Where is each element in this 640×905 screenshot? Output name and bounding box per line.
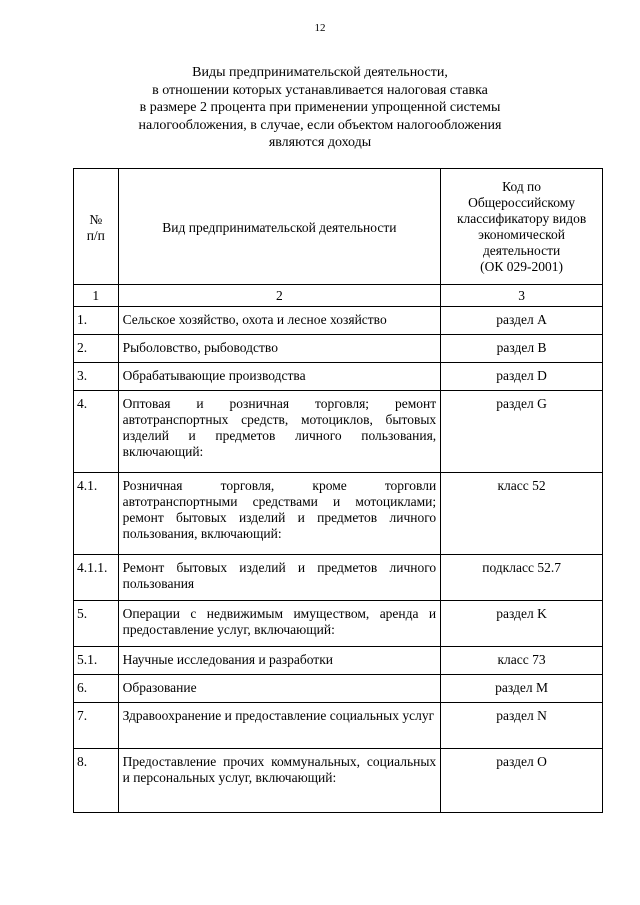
document-title	[100, 64, 540, 152]
header-activity-cell: Вид предпринимательской деятельности	[118, 169, 441, 285]
row-code: класс 52	[441, 473, 603, 555]
row-activity: Образование	[118, 675, 441, 703]
row-code: подкласс 52.7	[441, 555, 603, 601]
activities-table	[73, 168, 603, 813]
row-number: 4.1.	[74, 473, 119, 555]
row-number: 3.	[74, 363, 119, 391]
table-row	[74, 647, 603, 675]
table-row	[74, 749, 603, 813]
row-activity: Рыболовство, рыбоводство	[118, 335, 441, 363]
row-number: 7.	[74, 703, 119, 749]
column-number: 1	[74, 285, 119, 307]
row-number: 5.1.	[74, 647, 119, 675]
header-num-cell	[74, 169, 119, 285]
row-activity: Сельское хозяйство, охота и лесное хозяйство	[118, 307, 441, 335]
column-number: 2	[118, 285, 441, 307]
title-line: являются доходы	[268, 135, 372, 150]
row-code: раздел G	[441, 391, 603, 473]
header-code-line: Общероссийскому	[468, 194, 576, 210]
row-activity: Операции с недвижимым имуществом, аренда и предоставление услуг, включающий:	[118, 601, 441, 647]
row-activity: Научные исследования и разработки	[118, 647, 441, 675]
row-activity: Ремонт бытовых изделий и предметов личного пользования	[118, 555, 441, 601]
table-row	[74, 703, 603, 749]
row-code: раздел N	[441, 703, 603, 749]
table-row	[74, 555, 603, 601]
row-activity: Предоставление прочих коммунальных, социальных и персональных услуг, включающий:	[118, 749, 441, 813]
table-row	[74, 675, 603, 703]
row-number: 5.	[74, 601, 119, 647]
row-code: раздел В	[441, 335, 603, 363]
row-number: 2.	[74, 335, 119, 363]
table-header-row	[74, 169, 603, 285]
title-line: в размере 2 процента при применении упрощенной системы	[139, 100, 501, 115]
row-code: раздел А	[441, 307, 603, 335]
header-code-line: классификатору видов	[456, 210, 587, 226]
row-code: раздел D	[441, 363, 603, 391]
header-code-line: экономической	[478, 226, 566, 242]
row-activity: Оптовая и розничная торговля; ремонт автотранспортных средств, мотоциклов, бытовых изделий и предметов личного пользования, включающий:	[118, 391, 441, 473]
table-row	[74, 473, 603, 555]
title-line: Виды предпринимательской деятельности,	[192, 65, 448, 80]
row-activity: Обрабатывающие производства	[118, 363, 441, 391]
title-line: в отношении которых устанавливается налоговая ставка	[152, 82, 488, 98]
table-row	[74, 363, 603, 391]
row-code: раздел М	[441, 675, 603, 703]
header-num-abbr: п/п	[86, 227, 105, 243]
row-number: 8.	[74, 749, 119, 813]
header-code-line: деятельности	[482, 242, 561, 258]
row-code: раздел K	[441, 601, 603, 647]
row-number: 4.1.1.	[74, 555, 119, 601]
table-row	[74, 391, 603, 473]
header-code-line: (ОК 029-2001)	[480, 258, 564, 274]
table-row	[74, 307, 603, 335]
row-number: 6.	[74, 675, 119, 703]
page-number: 12	[314, 22, 326, 34]
row-activity: Розничная торговля, кроме торговли автотранспортными средствами и мотоциклами; ремонт бытовых изделий и предметов личного пользования, включающий:	[118, 473, 441, 555]
header-code-line: Код по	[502, 178, 542, 194]
column-number-row	[74, 285, 603, 307]
column-number: 3	[441, 285, 603, 307]
title-line: налогообложения, в случае, если объектом налогообложения	[138, 117, 502, 133]
table-row	[74, 335, 603, 363]
row-number: 4.	[74, 391, 119, 473]
row-code: раздел О	[441, 749, 603, 813]
row-code: класс 73	[441, 647, 603, 675]
header-num-symbol: №	[89, 211, 103, 227]
row-number: 1.	[74, 307, 119, 335]
header-code-cell	[441, 169, 603, 285]
table-row	[74, 601, 603, 647]
row-activity: Здравоохранение и предоставление социальных услуг	[118, 703, 441, 749]
